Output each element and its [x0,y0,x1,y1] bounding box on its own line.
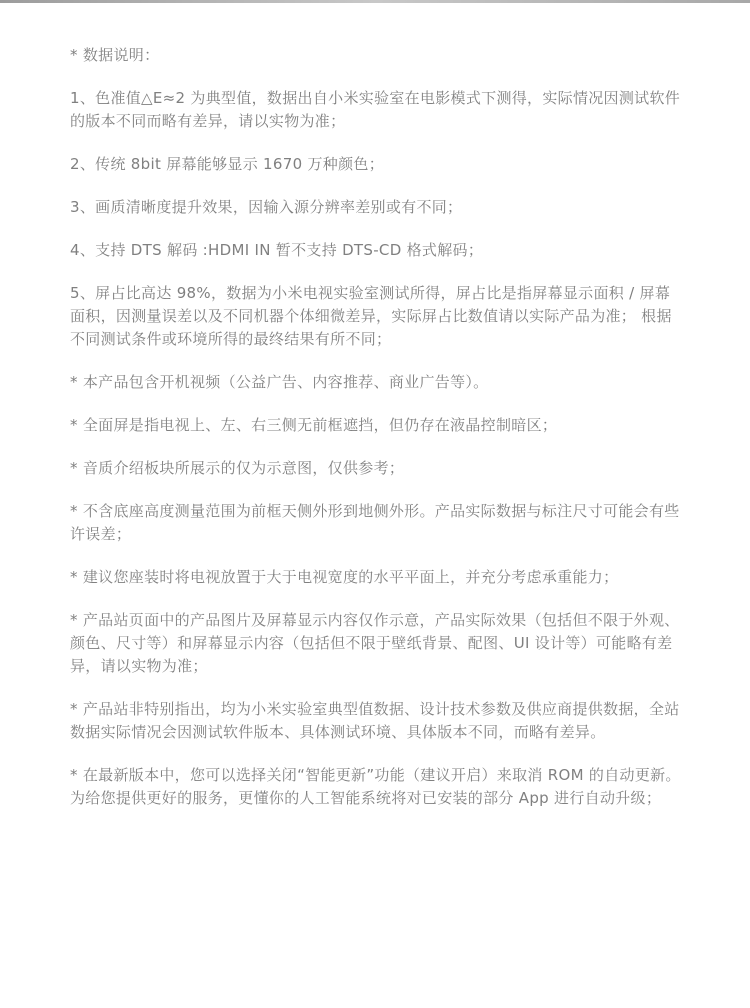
note-image-clarity: 3、画质清晰度提升效果，因输入源分辨率差别或有不同； [70,198,463,216]
top-divider-bar [0,0,750,3]
note-product-images: * 产品站页面中的产品图片及屏幕显示内容仅作示意，产品实际效果（包括但不限于外观、颜色、尺寸等）和屏幕显示内容（包括但不限于壁纸背景、配图、UI 设计等）可能略有差异，请以实物为准； [70,611,680,675]
note-8bit-colors: 2、传统 8bit 屏幕能够显示 1670 万种颜色； [70,155,385,173]
notes-heading: * 数据说明： [70,46,160,64]
note-screen-ratio: 5、屏占比高达 98%，数据为小米电视实验室测试所得，屏占比是指屏幕显示面积 / 屏幕面积，因测量误差以及不同机器个体细微差异，实际屏占比数值请以实际产品为准； 根据不同测试条件或环境所得的最终结果有所不同； [70,284,672,348]
note-dts-decoding: 4、支持 DTS 解码 :HDMI IN 暂不支持 DTS-CD 格式解码； [70,241,484,259]
note-full-screen: * 全面屏是指电视上、左、右三侧无前框遮挡，但仍存在液晶控制暗区； [70,416,558,434]
note-boot-video: * 本产品包含开机视频（公益广告、内容推荐、商业广告等）。 [70,373,489,391]
note-dimension-measurement: * 不含底座高度测量范围为前框天侧外形到地侧外形。产品实际数据与标注尺寸可能会有些许误差； [70,502,680,543]
note-color-accuracy: 1、色准值△E≈2 为典型值，数据出自小米实验室在电影模式下测得，实际情况因测试软件的版本不同而略有差异，请以实物为准； [70,89,681,130]
note-audio-illustration: * 音质介绍板块所展示的仅为示意图，仅供参考； [70,459,405,477]
note-auto-update: * 在最新版本中，您可以选择关闭“智能更新”功能（建议开启）来取消 ROM 的自动更新。为给您提供更好的服务，更懂你的人工智能系统将对已安装的部分 App 进行自动升级； [70,766,681,807]
note-lab-data: * 产品站非特别指出，均为小米实验室典型值数据、设计技术参数及供应商提供数据，全站数据实际情况会因测试软件版本、具体测试环境、具体版本不同，而略有差异。 [70,700,680,741]
data-notes-section [70,44,682,830]
note-placement-advice: * 建议您座装时将电视放置于大于电视宽度的水平平面上，并充分考虑承重能力； [70,568,619,586]
